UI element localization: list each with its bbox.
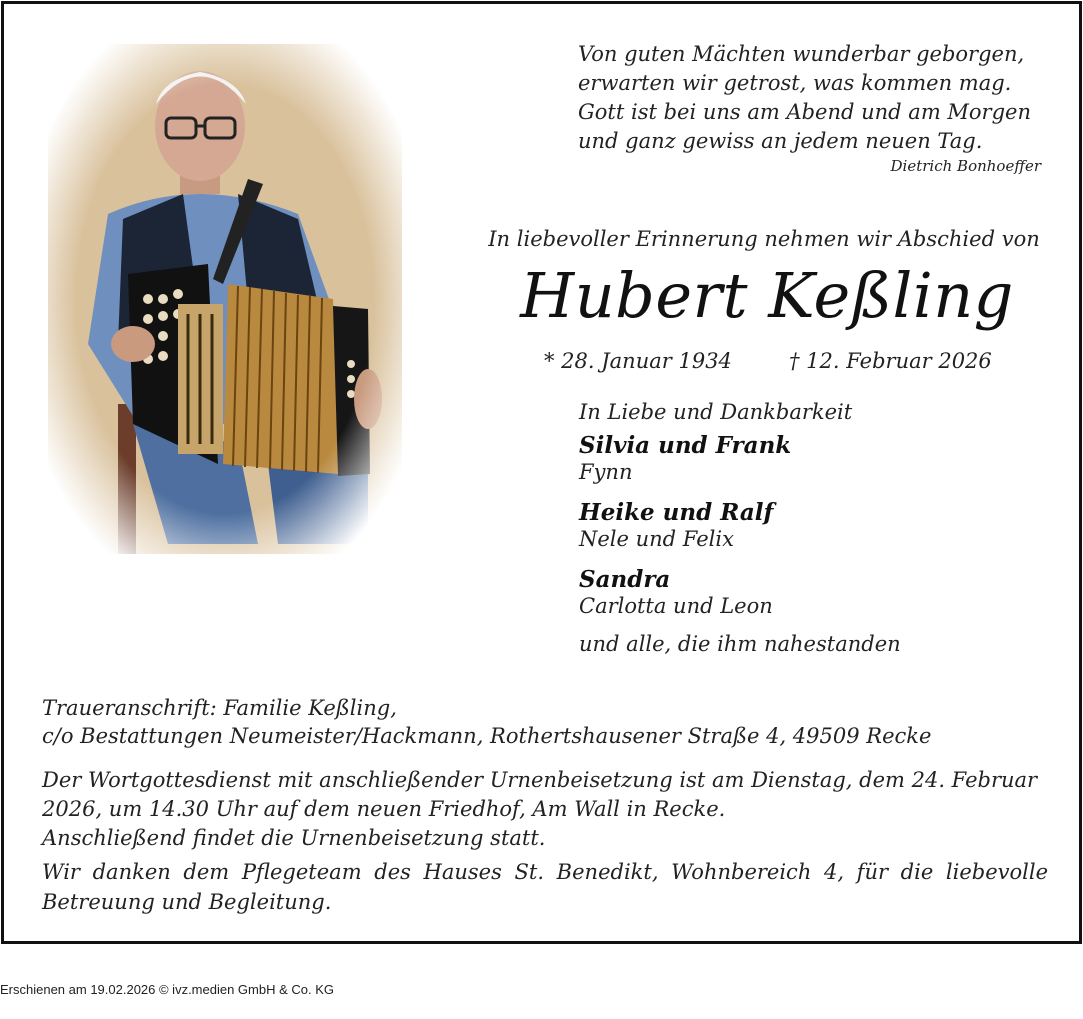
quote-line: Von guten Mächten wunderbar geborgen, — [578, 42, 1025, 66]
address-line: Traueranschrift: Familie Keßling, — [42, 696, 397, 720]
intro-text: In liebevoller Erinnerung nehmen wir Abschied von — [488, 227, 1040, 251]
service-info — [42, 766, 1048, 853]
quote-line: Gott ist bei uns am Abend und am Morgen — [578, 100, 1031, 124]
family-group-children: Nele und Felix — [579, 527, 734, 551]
birth-date: * 28. Januar 1934 — [544, 349, 732, 373]
family-closing: und alle, die ihm nahestanden — [579, 632, 901, 656]
family-group-children: Fynn — [579, 460, 633, 484]
portrait-illustration — [48, 44, 402, 554]
service-line: 2026, um 14.30 Uhr auf dem neuen Friedhof, Am Wall in Recke. — [42, 797, 726, 821]
family-group-name: Sandra — [579, 566, 671, 593]
service-line: Der Wortgottesdienst mit anschließender Urnenbeisetzung ist am Dienstag, dem 24. Februar — [42, 768, 1038, 792]
family-signatures — [579, 399, 1039, 657]
address-line: c/o Bestattungen Neumeister/Hackmann, Rothertshausener Straße 4, 49509 Recke — [42, 724, 932, 748]
family-group-children: Carlotta und Leon — [579, 594, 773, 618]
family-group-name: Silvia und Frank — [579, 432, 792, 459]
quote-author: Dietrich Bonhoeffer — [890, 157, 1041, 175]
publication-footer: Erschienen am 19.02.2026 © ivz.medien GmbH & Co. KG — [0, 982, 335, 997]
mourning-address — [42, 694, 1042, 750]
family-opening: In Liebe und Dankbarkeit — [579, 400, 853, 424]
thanks-text: Wir danken dem Pflegeteam des Hauses St. Benedikt, Wohnbereich 4, für die liebevolle Betreuung und Begleitung. — [42, 860, 1048, 914]
bonhoeffer-quote — [578, 40, 1048, 156]
family-group-name: Heike und Ralf — [579, 499, 774, 526]
deceased-name: Hubert Keßling — [520, 259, 1014, 332]
service-line: Anschließend findet die Urnenbeisetzung statt. — [42, 826, 546, 850]
quote-line: erwarten wir getrost, was kommen mag. — [578, 71, 1012, 95]
life-dates — [544, 349, 1004, 373]
portrait-photo — [48, 44, 402, 554]
death-date: † 12. Februar 2026 — [789, 349, 992, 373]
quote-line: und ganz gewiss an jedem neuen Tag. — [578, 129, 983, 153]
obituary-notice — [1, 1, 1082, 944]
